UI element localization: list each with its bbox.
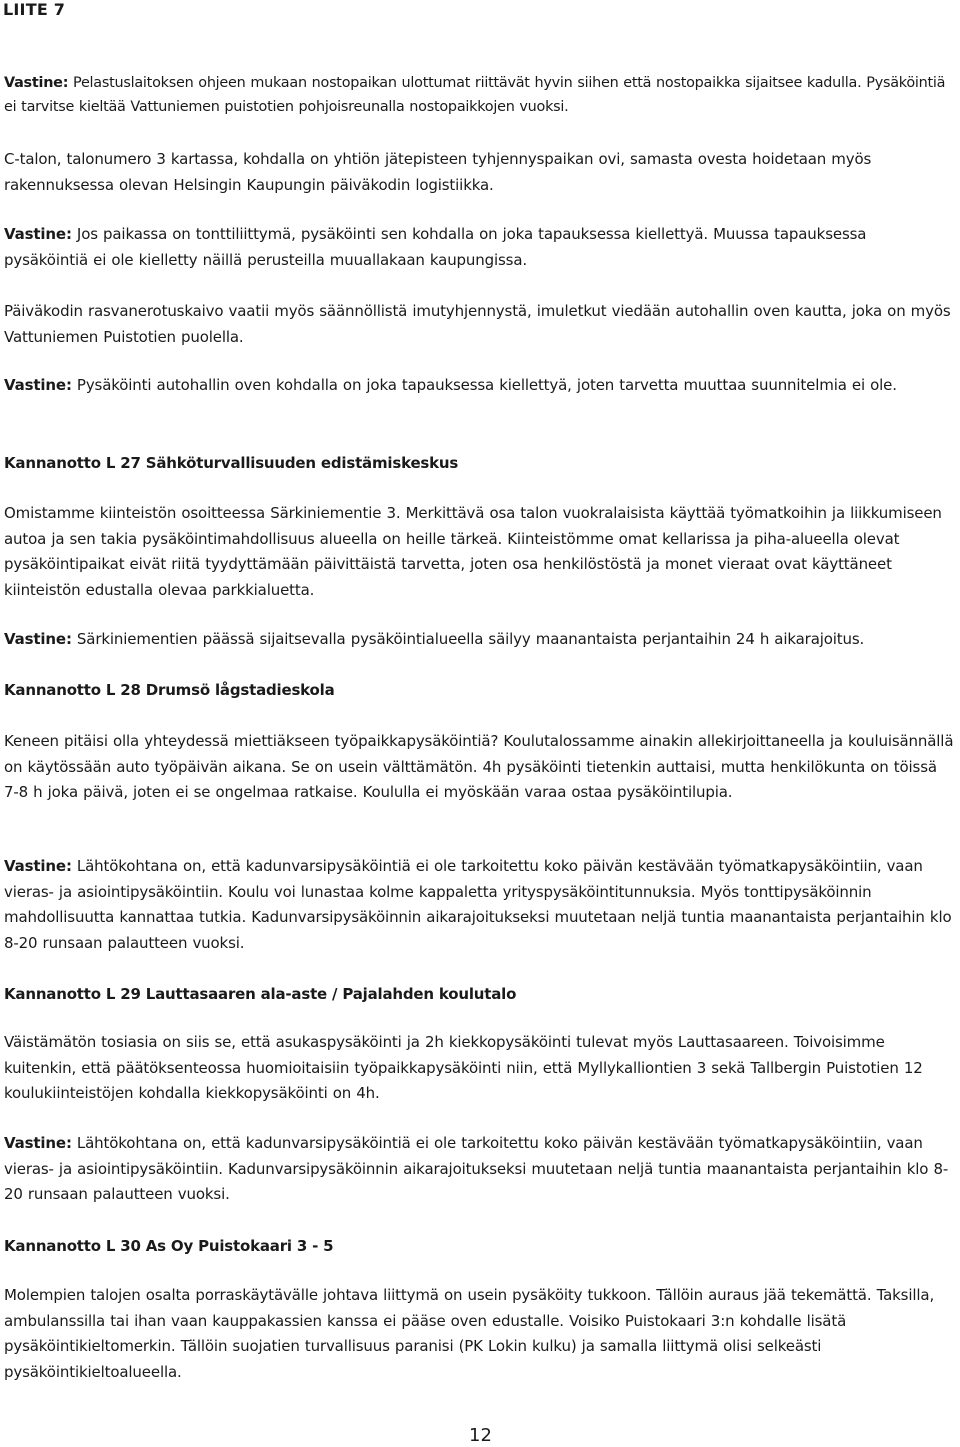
paragraph-text: Särkiniementien päässä sijaitsevalla pysäköintialueella säilyy maanantaista perjantaihin 24 h aikarajoitus. [71,630,865,648]
section-heading: Kannanotto L 30 As Oy Puistokaari 3 - 5 [4,1237,334,1255]
response-lead: Vastine: [4,1134,72,1152]
response-lead: Vastine: [4,376,72,394]
paragraph-text: Keneen pitäisi olla yhteydessä miettiäkseen työpaikkapysäköintiä? Koulutalossamme ainakin allekirjoittaneella ja kouluisännällä on käytössään auto työpäivän aikana. Se on usein välttämätön. 4h pysäköinti tietenkin auttaisi, mutta henkilökunta on töissä 7-8 h joka päivä, joten ei se ongelmaa ratkaise. Koululla ei myöskään varaa ostaa pysäköintilupia. [4,732,954,801]
paragraph-text: Päiväkodin rasvanerotuskaivo vaatii myös säännöllistä imutyhjennystä, imuletkut viedään autohallin oven kautta, joka on myös Vattuniemen Puistotien puolella. [4,302,951,346]
response-paragraph [4,373,954,399]
section-heading: Kannanotto L 27 Sähköturvallisuuden edistämiskeskus [4,454,459,472]
statement-paragraph [4,147,954,198]
paragraph-text: C-talon, talonumero 3 kartassa, kohdalla on yhtiön jätepisteen tyhjennyspaikan ovi, samasta ovesta hoidetaan myös rakennuksessa olevan Helsingin Kaupungin päiväkodin logistiikka. [4,150,872,194]
response-lead: Vastine: [4,857,72,875]
response-lead: Vastine: [4,630,72,648]
response-paragraph [4,627,954,653]
paragraph-text: Jos paikassa on tonttiliittymä, pysäköinti sen kohdalla on joka tapauksessa kiellettyä. Muussa tapauksessa pysäköintiä ei ole kielletty näillä perusteilla muuallakaan kaupungissa. [4,225,867,269]
paragraph-text: Väistämätön tosiasia on siis se, että asukaspysäköinti ja 2h kiekkopysäköinti tulevat myös Lauttasaareen. Toivoisimme kuitenkin, että päätöksenteossa huomioitaisiin työpaikkapysäköinti niin, että Myllykalliontien 3 sekä Tallbergin Puistotien 12 koulukiinteistöjen kohdalla kiekkopysäköinti on 4h. [4,1033,923,1102]
statement-paragraph [4,1030,954,1107]
statement-paragraph [4,729,954,806]
response-paragraph [4,222,954,273]
statement-paragraph [4,501,954,603]
appendix-label: LIITE 7 [3,0,66,19]
paragraph-text: Lähtökohtana on, että kadunvarsipysäköintiä ei ole tarkoitettu koko päivän kestävään työmatkapysäköintiin, vaan vieras- ja asiointipysäköintiin. Koulu voi lunastaa kolme kappaletta yrityspysäköintitunnuksia. Myös tonttipysäköinnin mahdollisuutta kannattaa tutkia. Kadunvarsipysäköinnin aikarajoitukseksi muutetaan neljä tuntia maanantaista perjantaihin klo 8-20 runsaan palautteen vuoksi. [4,857,952,952]
response-paragraph [4,72,954,119]
page-number: 12 [469,1425,492,1446]
paragraph-text: Lähtökohtana on, että kadunvarsipysäköintiä ei ole tarkoitettu koko päivän kestävään työmatkapysäköintiin, vaan vieras- ja asiointipysäköintiin. Kadunvarsipysäköinnin aikarajoitukseksi muutetaan neljä tuntia maanantaista perjantaihin klo 8-20 runsaan palautteen vuoksi. [4,1134,949,1203]
response-lead: Vastine: [4,75,69,91]
paragraph-text: Pysäköinti autohallin oven kohdalla on joka tapauksessa kiellettyä, joten tarvetta muuttaa suunnitelmia ei ole. [71,376,897,394]
response-lead: Vastine: [4,225,72,243]
section-heading: Kannanotto L 29 Lauttasaaren ala-aste / Pajalahden koulutalo [4,985,517,1003]
section-heading: Kannanotto L 28 Drumsö lågstadieskola [4,681,335,699]
statement-paragraph [4,299,954,350]
paragraph-text: Molempien talojen osalta porraskäytävälle johtava liittymä on usein pysäköity tukkoon. Tällöin auraus jää tekemättä. Taksilla, ambulanssilla tai ihan vaan kauppakassien kanssa ei pääse oven edustalle. Voisiko Puistokaari 3:n kohdalle lisätä pysäköintikieltomerkin. Tällöin suojatien turvallisuus paranisi (PK Lokin kulku) ja samalla liittymä olisi selkeästi pysäköintikieltoalueella. [4,1286,935,1381]
paragraph-text: Pelastuslaitoksen ohjeen mukaan nostopaikan ulottumat riittävät hyvin siihen että nostopaikka sijaitsee kadulla. Pysäköintiä ei tarvitse kieltää Vattuniemen puistotien pohjoisreunalla nostopaikkojen vuoksi. [4,75,946,115]
response-paragraph [4,854,954,956]
response-paragraph [4,1131,954,1208]
paragraph-text: Omistamme kiinteistön osoitteessa Särkiniementie 3. Merkittävä osa talon vuokralaisista käyttää työmatkoihin ja liikkumiseen autoa ja sen takia pysäköintimahdollisuus alueella on heille tärkeä. Kiinteistömme omat kellarissa ja piha-alueella olevat pysäköintipaikat eivät riitä tyydyttämään päivittäistä tarvetta, joten osa henkilöstöstä ja monet vieraat ovat käyttäneet kiinteistön edustalla olevaa parkkialuetta. [4,504,942,599]
statement-paragraph [4,1283,954,1385]
